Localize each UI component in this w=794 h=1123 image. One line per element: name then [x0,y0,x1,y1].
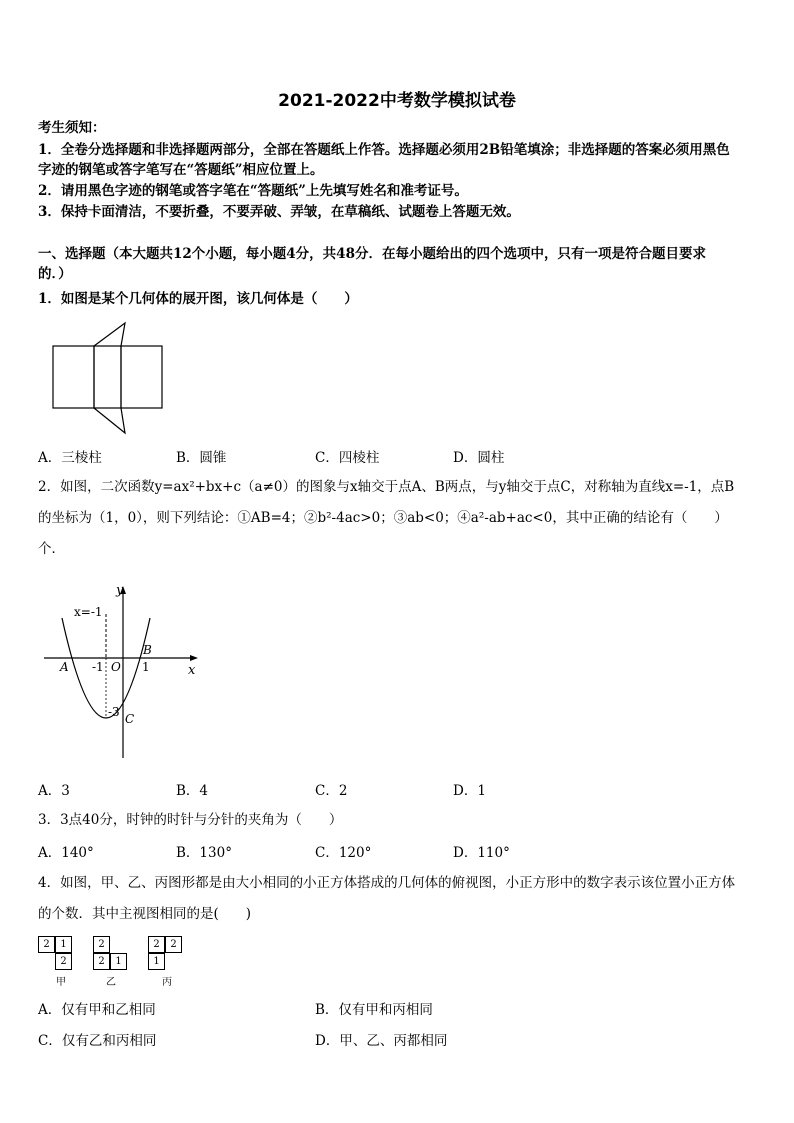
q4-stem-line-1: 4．如图，甲、乙、丙图形都是由大小相同的小正方体搭成的几何体的俯视图，小正方形中的数字表示该位置小正方体 [38,875,736,891]
q3-option-d[interactable]: D．110° [453,845,510,861]
jia-cell-1: 2 [38,936,55,953]
origin-label: O [111,660,121,674]
yi-cell-3: 1 [110,953,127,970]
q2-stem-line-1: 2．如图，二次函数y=ax²+bx+c（a≠0）的图象与x轴交于点A、B两点，与y轴交于点C，对称轴为直线x=-1，点B [38,479,735,495]
q1-option-c[interactable]: C．四棱柱 [315,450,380,466]
jia-cell-2: 1 [55,936,72,953]
tick-neg3-label: -3 [108,705,120,719]
yi-label: 乙 [106,977,116,988]
q3-stem: 3．3点40分，时钟的时针与分针的夹角为（ ） [38,812,343,828]
q2-option-d[interactable]: D．1 [453,783,486,799]
q4-stem-line-2: 的个数．其中主视图相同的是( ) [38,906,252,922]
point-c-label: C [125,712,135,726]
tick-1-label: 1 [142,660,150,674]
bing-cell-1: 2 [148,936,165,953]
y-axis-label: y [116,583,124,598]
jia-cell-3: 2 [55,953,72,970]
jia-label: 甲 [56,977,66,988]
q2-stem-line-3: 个． [38,541,65,557]
yi-cell-2: 2 [93,953,110,970]
q4-option-b[interactable]: B．仅有甲和丙相同 [315,1002,433,1018]
yi-cell-1: 2 [93,936,110,953]
notice-line-4: 3．保持卡面清洁，不要折叠，不要弄破、弄皱，在草稿纸、试题卷上答题无效。 [38,204,520,220]
bing-cell-2: 2 [165,936,182,953]
notice-line-1: 1．全卷分选择题和非选择题两部分，全部在答题纸上作答。选择题必须用2B铅笔填涂；非选择题的答案必须用黑色 [38,142,730,158]
q3-option-a[interactable]: A．140° [38,845,94,861]
point-a-label: A [60,660,69,674]
q3-option-b[interactable]: B．130° [176,845,232,861]
point-b-label: B [143,643,152,657]
x-axis-label: x [188,663,196,678]
q2-option-c[interactable]: C．2 [315,783,348,799]
q2-option-b[interactable]: B．4 [176,783,209,799]
q3-option-c[interactable]: C．120° [315,845,372,861]
q1-net-figure [50,320,168,436]
notice-line-3: 2．请用黑色字迹的钢笔或答字笔在“答题纸”上先填写姓名和准考证号。 [38,183,468,199]
q1-option-b[interactable]: B．圆锥 [176,450,227,466]
q1-stem: 1．如图是某个几何体的展开图，该几何体是（ ） [38,291,358,307]
q2-stem-line-2: 的坐标为（1，0），则下列结论：①AB=4；②b²-4ac>0；③ab<0；④a²-ab+ac<0，其中正确的结论有（ ） [38,510,728,526]
symmetry-label: x=-1 [74,605,103,619]
q2-parabola-graph [40,578,210,763]
bing-label: 丙 [162,977,172,988]
q2-option-a[interactable]: A．3 [38,783,70,799]
bing-cell-3: 1 [148,953,165,970]
q1-option-d[interactable]: D．圆柱 [453,450,505,466]
notice-line-2: 字迹的钢笔或答字笔写在“答题纸”相应位置上。 [38,162,324,178]
q4-option-c[interactable]: C．仅有乙和丙相同 [38,1033,157,1049]
section-heading-line-1: 一、选择题（本大题共12个小题，每小题4分，共48分．在每小题给出的四个选项中，只有一项是符合题目要求 [38,246,706,262]
notice-heading: 考生须知： [38,120,106,136]
page-title: 2021-2022中考数学模拟试卷 [278,91,516,111]
q4-option-d[interactable]: D．甲、乙、丙都相同 [315,1033,448,1049]
section-heading-line-2: 的．） [38,266,72,282]
q1-option-a[interactable]: A．三棱柱 [38,450,102,466]
q4-option-a[interactable]: A．仅有甲和乙相同 [38,1002,156,1018]
tick-neg1-label: -1 [92,660,104,674]
